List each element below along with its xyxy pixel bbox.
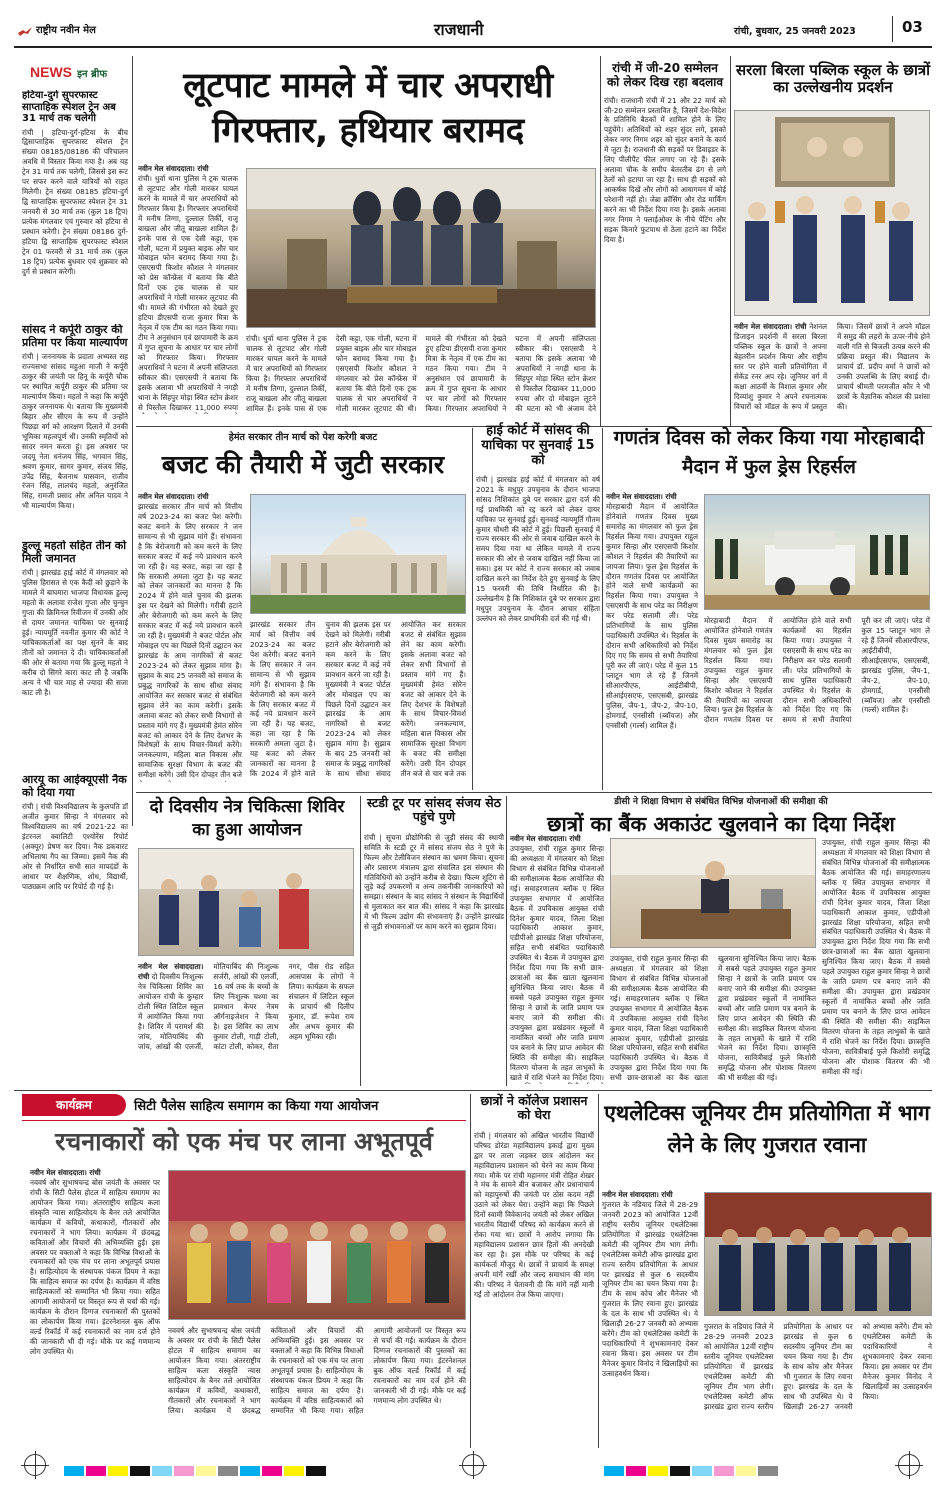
college-headline: छात्रों ने कॉलेज प्रशासन को घेरा (480, 1093, 588, 1123)
byline: नवीन मेल संवाददाता। रांची (510, 834, 581, 843)
hc-body: रांची | झारखंड हाई कोर्ट में मंगलवार को वर्ष 2021 के मधुपुर उपचुनाव के दौरान भाजपा सांसद निशिकांत दुबे पर सरकार द्वारा दर्ज की गई प्राथमिकी को रद्द करने को लेकर दायर याचिका पर सुनवाई हुई। सुनवाई न्यायमूर्ति गौतम कुमार चौधरी की कोर्ट में हुई। पिछली सुनवाई में राज्य सरकार की ओर से जवाब दाखिल करने के समय दिया गया था लेकिन मामले में राज्य सरकार की ओर से जवाब दाखिल नहीं किया जा सका। इस पर कोर्ट ने राज्य सरकार को जवाब दाखिल करने का निर्देश देते हुए सुनवाई के लिए 15 फरवरी की तिथि निर्धारित की है। उल्लेखनीय है कि निशिकांत दुबे पर सरकार द्वारा मधुपुर उपचुनाव के दौरान आचार संहिता उल्लंघन को लेकर प्राथमिकी दर्ज की गई थी। (476, 474, 600, 623)
brief-body: रांची | हटिया-दुर्ग-हटिया के बीच द्विसाप्ताहिक सुपरफास्ट स्पेशल ट्रेन संख्या 08185/08186 की परिचालन अवधि में विस्तार किया गया है। अब यह ट्रेन 31 मार्च तक चलेगी, जिससे इस रूट पर सफर करने वाले यात्रियों को राहत मिलेगी। ट्रेन संख्या 08185 हटिया-दुर्ग द्वि साप्ताहिक सुपरफास्ट स्पेशल ट्रेन 31 जनवरी से 30 मार्च तक (कुल 18 ट्रिप) प्रत्येक मंगलवार एवं गुरुवार को हटिया से प्रस्थान करेगी। ट्रेन संख्या 08186 दुर्ग-हटिया द्वि साप्ताहिक सुपरफास्ट स्पेशल ट्रेन 01 फरवरी से 31 मार्च तक (कुल 18 ट्रिप) प्रत्येक बुधवार एवं शुक्रवार को दुर्ग से प्रस्थान करेगी। (22, 127, 128, 276)
athletics-text: गुजरात के नडियाद जिले में 28-29 जनवरी 2023 को आयोजित 12वीं राष्ट्रीय स्तरीय जूनियर एथलेटिक्स प्रतियोगिता में झारखंड एथलेटिक्स कमेटी की जूनियर टीम भाग लेगी। एथलेटिक्स कमेटी ऑफ झारखंड द्वारा राज्य स्तरीय प्रतियोगिता के आधार पर झारखंड से कुल 6 सदस्यीय जूनियर टीम का चयन किया गया है। टीम के साथ कोच और मैनेजर भी गुजरात के लिए रवाना हुए। झारखंड के दल के साथ भी उपस्थित थे। ये खिलाड़ी 26-27 जनवरी को अभ्यास करेंगे। टीम को एथलेटिक्स कमेटी के पदाधिकारियों ने शुभकामनाएं देकर रवाना किया। इस अवसर पर टीम मैनेजर कुमार विनोद ने खिलाड़ियों का उत्साहवर्धन किया। (602, 1199, 698, 1378)
budget-story (138, 430, 468, 790)
karyakram-kicker: सिटी पैलेस साहित्य समागम का किया गया आयोजन (134, 1099, 379, 1114)
color-swatches (64, 1461, 328, 1480)
eye-story (138, 796, 356, 1086)
athletics-text-cont: गुजरात के नडियाद जिले में 28-29 जनवरी 2023 को आयोजित 12वीं राष्ट्रीय स्तरीय जूनियर एथलेटिक्स प्रतियोगिता में झारखंड एथलेटिक्स कमेटी की जूनियर टीम भाग लेगी। एथलेटिक्स कमेटी ऑफ झारखंड द्वारा राज्य स्तरीय प्रतियोगिता के आधार पर झारखंड से कुल 6 सदस्यीय जूनियर टीम का चयन किया गया है। टीम के साथ कोच और मैनेजर भी गुजरात के लिए रवाना हुए। झारखंड के दल के साथ भी उपस्थित थे। ये खिलाड़ी 26-27 जनवरी को अभ्यास करेंगे। टीम को एथलेटिक्स कमेटी के पदाधिकारियों ने शुभकामनाएं देकर रवाना किया। इस अवसर पर टीम मैनेजर कुमार विनोद ने खिलाड़ियों का उत्साहवर्धन किया। (704, 1322, 932, 1411)
registration-mark-icon (898, 1454, 920, 1476)
bank-body-left (510, 834, 604, 1084)
bank-body-right (822, 838, 930, 1084)
news-tag: NEWS (30, 64, 72, 80)
lead-body (138, 164, 238, 414)
arrest-photo (246, 168, 596, 328)
lead-story (138, 64, 598, 414)
athletes-photo (704, 1192, 932, 1316)
brief-title: सांसद ने कर्पूरी ठाकुर की प्रतिमा पर किया माल्यार्पण (22, 324, 128, 349)
bank-story (510, 794, 932, 1086)
bank-kicker: डीसी ने शिक्षा विभाग से संबंधित विभिन्न योजनाओं की समीक्षा की (614, 797, 828, 807)
lead-headline: लूटपाट मामले में चार अपराधी गिरफ्तार, हथियार बरामद (183, 66, 553, 151)
brief-item (22, 774, 128, 994)
brief-body: रांची | रांची विश्वविद्यालय के कुलपति डॉ अजीत कुमार सिन्हा ने मंगलवार को विश्वविद्यालय का वर्ष 2021-22 का इंटरनल क्वालिटी एश्योरेंस रिपोर्ट (अक्यूर) प्रेषण कर दिया। नैक डकवारट अभिलाषा गैप का जिम्मा। इसमें नैक की ओर से निर्धारित सभी सात मापदंडों के आधार पर शैक्षणिक, शोध, विद्यार्थी, पाठ्यक्रम आदि पर रिपोर्ट दी गई है। (22, 802, 128, 891)
eye-camp-photo (138, 848, 354, 956)
karyakram-story (22, 1094, 466, 1448)
g20-headline: रांची में जी-20 सम्मेलन को लेकर दिख रहा बदलाव (606, 61, 724, 89)
dateline: रांची, बुधवार, 25 जनवरी 2023 (734, 26, 856, 37)
budget-body-left (138, 492, 242, 782)
sarla-headline: सरला बिरला पब्लिक स्कूल के छात्रों का उल्लेखनीय प्रदर्शन (736, 61, 930, 97)
brief-item (22, 90, 128, 320)
students-photo (734, 110, 930, 316)
section-tag (22, 1094, 126, 1116)
brief-title: डुल्लू महतो सहित तीन को मिली जमानत (22, 540, 127, 565)
brief-title: आरयू का आईक्यूएसी नैक को दिया गया (22, 774, 127, 799)
section-title: राजधानी (434, 20, 484, 39)
budget-text-cont: झारखंड सरकार तीन मार्च को वित्तीय वर्ष 2023-24 का बजट पेश करेगी। बजट बनाने के लिए सरकार ने जन सामान्य से भी सुझाव मांगे हैं। संभावना है कि बेरोजगारी को कम करने के लिए सरकार बजट में कई नये प्रावधान करने जा रही है। यह बजट, कहा जा रहा है कि सरकारी अमला जुटा है। यह बजट को लेकर जानकारों का मानना है कि 2024 में होने वाले चुनाव की झलक इस पर देखने को मिलेगी। गरीबी हटाने और बेरोजगारी को कम करने के लिए सरकार बजट में कई नये प्रावधान करने जा रही है। मुख्यमंत्री ने बजट पोर्टल और मोबाइल एप का पिछले दिनों उद्घाटन कर झारखंड के आम नागरिकों से बजट 2023-24 को लेकर सुझाव मांगा है। सुझाव के बाद 25 जनवरी को समाज के प्रबुद्ध नागरिकों के साथ सीधा संवाद आयोजित कर सरकार बजट से संबंधित सुझाव लेने का काम करेगी। इसके अलावा बजट को लेकर सभी विभागों से प्रस्ताव मांगे गए हैं। मुख्यमंत्री हेमंत सोरेन बजट को आकार देने के लिए देशभर के विशेषज्ञों के साथ विचार-विमर्श करेंगे। जनकल्याण, महिला बाल विकास और सामाजिक सुरक्षा विभाग के बजट की समीक्षा करेंगे। उसी दिन दोपहर तीन बजे से चार बजे तक (250, 620, 466, 779)
bank-text-right: उपायुक्त, रांची राहुल कुमार सिन्हा की अध्यक्षता में मंगलवार को शिक्षा विभाग से संबंधित विभिन्न योजनाओं की समीक्षात्मक बैठक आयोजित की गई। समाहरणालय ब्लॉक ए स्थित उपायुक्त सभागार में आयोजित बैठक में उपविकास आयुक्त रांची दिनेश कुमार यादव, जिला शिक्षा पदाधिकारी आकाश कुमार, एडीपीओ झारखंड शिक्षा परियोजना, सहित सभी संबंधित पदाधिकारी उपस्थित थे। बैठक में उपायुक्त द्वारा निर्देश दिया गया कि सभी छात्र-छात्राओं का बैंक खाता खुलवाना सुनिश्चित किया जाए। बैठक में सबसे पहले उपायुक्त राहुल कुमार सिन्हा ने छात्रों के जाति प्रमाण पत्र बनाए जाने की समीक्षा की। उपायुक्त द्वारा प्रखंडवार स्कूलों में नामांकित बच्चों और जाति प्रमाण पत्र बनाने के लिए प्राप्त आवेदन की स्थिति की समीक्षा की। साइकिल वितरण योजना के तहत लाभुकों के खाते में राशि भेजने का निर्देश दिया। छात्रवृत्ति योजना, सावित्रीबाई फुले किशोरी समृद्धि योजना और पोशाक वितरण की भी समीक्षा की गई। (822, 838, 930, 1076)
budget-body-cont (250, 620, 466, 784)
athletics-headline: एथलेटिक्स जूनियर टीम प्रतियोगिता में भाग लेने के लिए गुजरात रवाना (604, 1101, 930, 1157)
news-in-brief-label (30, 62, 107, 81)
karyakram-body-cont (168, 1326, 466, 1446)
budget-headline: बजट की तैयारी में जुटी सरकार (161, 450, 445, 479)
brief-body: रांची | झारखंड हाई कोर्ट में मंगलवार को पुलिस हिरासत से एक कैदी को छुड़ाने के मामले में बाघमारा भाजपा विधायक डुल्लू महतो के अलावा राजेश गुप्ता और चुन्चुन गुप्ता की क्रिमिनल रिवीजन में उनकी ओर से दायर जमानत याचिका पर सुनवाई हुई। न्यायमूर्ति नवनीत कुमार की कोर्ट ने याचिकाकर्ताओं का पक्ष सुनने के बाद तीनों को जमानत दे दी। याचिकाकर्ताओं की ओर से बताया गया कि डुल्लू महतो ने करीब दो सिगरे कारा काट ली है जबकि अन्य ने भी चार माह से ज्यादा की सजा काट ली है। (22, 568, 128, 697)
brief-title: हटिया-दुर्ग सुपरफास्ट साप्ताहिक स्पेशल ट्रेन अब 31 मार्च तक चलेगी (22, 90, 116, 124)
bank-body-cont (610, 954, 816, 1084)
assembly-photo (250, 494, 466, 614)
literary-event-photo (168, 1170, 466, 1320)
byline: नवीन मेल संवाददाता। रांची (602, 1190, 673, 1199)
republic-headline: गणतंत्र दिवस को लेकर किया गया मोरहाबादी मैदान में फुल ड्रेस रिहर्सल (613, 427, 925, 478)
republic-text-cont: मोरहाबादी मैदान में आयोजित होनेवाले गणतंत्र दिवस मुख्य समारोह का मंगलवार को फुल ड्रेस रिहर्सल किया गया। उपायुक्त राहुल कुमार सिन्हा और एसएसपी किशोर कौशल ने रिहर्सल की तैयारियों का जायजा लिया। फुल ड्रेस रिहर्सल के दौरान गणतंत्र दिवस पर आयोजित होने वाले सभी कार्यक्रमों का रिहर्सल किया गया। उपायुक्त ने एसएसपी के साथ परेड का निरीक्षण कर परेड सलामी ली। परेड प्रतिभागियों के साथ पुलिस पदाधिकारी उपस्थित थे। रिहर्सल के दौरान सभी अधिकारियों को निर्देश दिए गए कि समय से सभी तैयारियां पूरी कर ली जाएं। परेड में कुल 15 प्लाटून भाग ले रहे हैं जिनमें सीआरपीएफ, आईटीबीपी, सीआईएसएफ, एसएसबी, झारखंड पुलिस, जैप-1, जैप-2, जैप-10, होमगार्ड, एनसीसी (ब्वॉयज) और एनसीसी (गर्ल्स) शामिल हैं। (704, 616, 930, 725)
lead-body-cont (246, 334, 596, 414)
color-swatches (604, 1461, 780, 1480)
sarla-story (734, 62, 932, 422)
republic-story (606, 424, 932, 790)
college-body: रांची | मंगलवार को अखिल भारतीय विद्यार्थी परिषद डोरंडा महाविद्यालय इकाई द्वारा मुख्य द्वार पर ताला जड़कर छात्र आंदोलन कर महाविद्यालय प्रशासन को घेरने का काम किया गया। मौके पर रांची महानगर मंत्री रोहित शेखर ने मंच के सामने बीन बजाकर और प्रधानाचार्य को महापुरुषों की जयंती पर ठोस कदम नहीं उठाने को लेकर घेरा। उन्होंने कहा कि पिछले दिनों स्वामी विवेकानंद जयंती को लेकर अखिल भारतीय विद्यार्थी परिषद को कार्यक्रम करने से रोका गया था। छात्रों ने आरोप लगाया कि महाविद्यालय प्रशासन छात्र हितों की अनदेखी कर रहा है। इस मौके पर परिषद के कई कार्यकर्ता मौजूद थे। छात्रों ने प्राचार्य के समक्ष अपनी मांगें रखीं और जल्द समाधान की मांग की। परिषद ने चेतावनी दी कि मांगें नहीं मानी गईं तो आंदोलन तेज किया जाएगा। (474, 1130, 594, 1299)
karyakram-body-left (30, 1168, 160, 1448)
parade-photo (704, 494, 930, 610)
bank-text-cont: उपायुक्त, रांची राहुल कुमार सिन्हा की अध्यक्षता में मंगलवार को शिक्षा विभाग से संबंधित विभिन्न योजनाओं की समीक्षात्मक बैठक आयोजित की गई। समाहरणालय ब्लॉक ए स्थित उपायुक्त सभागार में आयोजित बैठक में उपविकास आयुक्त रांची दिनेश कुमार यादव, जिला शिक्षा पदाधिकारी आकाश कुमार, एडीपीओ झारखंड शिक्षा परियोजना, सहित सभी संबंधित पदाधिकारी उपस्थित थे। बैठक में उपायुक्त द्वारा निर्देश दिया गया कि सभी छात्र-छात्राओं का बैंक खाता खुलवाना सुनिश्चित किया जाए। बैठक में सबसे पहले उपायुक्त राहुल कुमार सिन्हा ने छात्रों के जाति प्रमाण पत्र बनाए जाने की समीक्षा की। उपायुक्त द्वारा प्रखंडवार स्कूलों में नामांकित बच्चों और जाति प्रमाण पत्र बनाने के लिए प्राप्त आवेदन की स्थिति की समीक्षा की। साइकिल वितरण योजना के तहत लाभुकों के खाते में राशि भेजने का निर्देश दिया। छात्रवृत्ति योजना, सावित्रीबाई फुले किशोरी समृद्धि योजना और पोशाक वितरण की भी समीक्षा की गई। (610, 954, 816, 1083)
athletics-body-cont (704, 1322, 932, 1446)
lead-text: रांची। धुर्वा थाना पुलिस ने ट्रक चालक से लूटपाट और गोली मारकर घायल करने के मामले में चार अपराधियों को गिरफ्तार किया है। गिरफ्तार अपराधियों में मनीष तिग्गा, दुल्लाल तिर्की, राजू बाखला और जीतू बाखला शामिल हैं। इनके पास से एक देसी कट्टा, एक गोली, घटना में प्रयुक्त बाइक और चार मोबाइल फोन बरामद किया गया है। एसएसपी किशोर कौशल ने मंगलवार को प्रेस कॉन्फ्रेंस में बताया कि बीते दिनों एक ट्रक चालक से चार अपराधियों ने गोली मारकर लूटपाट की थी। मामले की गंभीरता को देखते हुए हटिया डीएसपी राजा कुमार मित्रा के नेतृत्व में एक टीम का गठन किया गया। टीम ने अनुसंधान एवं छापामारी के क्रम में गुप्त सूचना के आधार पर चार लोगों को गिरफ्तार किया। गिरफ्तार अपराधियों ने घटना में अपनी संलिप्तता स्वीकार की। एसएसपी ने बताया कि इसके अलावा भी अपराधियों ने नगड़ी थाना के सिंहपुर मोड़ा स्थित स्टोन क्रेशर से पिस्तौल दिखाकर 11,000 रुपया (138, 173, 238, 412)
brief-column (22, 90, 128, 1160)
brief-item (22, 540, 128, 770)
paper-name: राष्ट्रीय नवीन मेल (36, 25, 96, 36)
byline: नवीन मेल संवाददाता। रांची (606, 492, 677, 501)
athletics-body-left (602, 1190, 698, 1446)
bank-headline: छात्रों का बैंक अकाउंट खुलवाने का दिया निर्देश (547, 812, 895, 836)
pune-body: रांची | सूचना प्रौद्योगिकी से जुड़ी संसद की स्थायी समिति के स्टडी टूर में सांसद संजय सेठ ने पुणे के फिल्म और टेलीविजन संस्थान का भ्रमण किया। सूचना और प्रसारण मंत्रालय द्वारा संचालित इस संस्थान की गतिविधियों को उन्होंने करीब से देखा। फिल्म शूटिंग से जुड़े कई उपकरणों व अन्य तकनीकी जानकारियों को समझा। संस्थान के बाद सांसद ने संस्थान के विद्यार्थियों से मुलाकात कर बात की। सांसद ने कहा कि झारखंड में भी फिल्म उद्योग की संभावनाएं हैं। उन्होंने झारखंड से जुड़ी संभावनाओं पर काम करने का सुझाव दिया। (364, 832, 504, 932)
republic-body-cont (704, 616, 930, 786)
brief-body: रांची | जननायक के प्रदाता अभ्यस्त सह राज्यसभा सांसद महुआ माजी ने कर्पूरी ठाकुर की जयंती पर हिनू के कर्पूरी चौक पर स्थापित कर्पूरी ठाकुर की प्रतिमा पर माल्यार्पण किया। महतो ने कहा कि कर्पूरी ठाकुर जननायक थे। बताया कि मुख्यमंत्री बिहार और सीएम के रूप में उन्होंने पिछड़ा वर्ग को आरक्षण दिलाने में उनकी भूमिका महत्वपूर्ण थी। उनकी स्मृतियों को सादर नमन करता हूं। इस अवसर पर जदयू नेता धनंजय सिंह, भगवान सिंह, श्रवण कुमार, सागर कुमार, संजय सिंह, उपेंद्र सिंह, बैजनाथ पासवान, राजीव रंजन सिंह, लालचंद महतो, अनुरंजित सिंह, रामजी प्रसाद और अनिल यादव ने भी माल्यार्पण किया। (22, 352, 128, 511)
bird-logo-icon (18, 22, 32, 32)
eye-headline: दो दिवसीय नेत्र चिकित्सा शिविर का हुआ आयोजन (149, 797, 345, 840)
lead-text-cont: रांची। धुर्वा थाना पुलिस ने ट्रक चालक से लूटपाट और गोली मारकर घायल करने के मामले में चार अपराधियों को गिरफ्तार किया है। गिरफ्तार अपराधियों में मनीष तिग्गा, दुल्लाल तिर्की, राजू बाखला और जीतू बाखला शामिल हैं। इनके पास से एक देसी कट्टा, एक गोली, घटना में प्रयुक्त बाइक और चार मोबाइल फोन बरामद किया गया है। एसएसपी किशोर कौशल ने मंगलवार को प्रेस कॉन्फ्रेंस में बताया कि बीते दिनों एक ट्रक चालक से चार अपराधियों ने गोली मारकर लूटपाट की थी। मामले की गंभीरता को देखते हुए हटिया डीएसपी राजा कुमार मित्रा के नेतृत्व में एक टीम का गठन किया गया। टीम ने अनुसंधान एवं छापामारी के क्रम में गुप्त सूचना के आधार पर चार लोगों को गिरफ्तार किया। गिरफ्तार अपराधियों ने घटना में अपनी संलिप्तता स्वीकार की। एसएसपी ने बताया कि इसके अलावा भी अपराधियों ने नगड़ी थाना के सिंहपुर मोड़ा स्थित स्टोन क्रेशर से पिस्तौल दिखाकर 11,000 रुपया और दो मोबाइल लूटने की घटना को भी अंजाम देने (246, 334, 596, 413)
byline: नवीन मेल संवाददाता। रांची (138, 962, 204, 981)
registration-mark-icon (24, 1454, 46, 1476)
budget-text: झारखंड सरकार तीन मार्च को वित्तीय वर्ष 2023-24 का बजट पेश करेगी। बजट बनाने के लिए सरकार ने जन सामान्य से भी सुझाव मांगे हैं। संभावना है कि बेरोजगारी को कम करने के लिए सरकार बजट में कई नये प्रावधान करने जा रही है। यह बजट, कहा जा रहा है कि सरकारी अमला जुटा है। यह बजट को लेकर जानकारों का मानना है कि 2024 में होने वाले चुनाव की झलक इस पर देखने को मिलेगी। गरीबी हटाने और बेरोजगारी को कम करने के लिए सरकार बजट में कई नये प्रावधान करने जा रही है। मुख्यमंत्री ने बजट पोर्टल और मोबाइल एप का पिछले दिनों उद्घाटन कर झारखंड के आम नागरिकों से बजट 2023-24 को लेकर सुझाव मांगा है। सुझाव के बाद 25 जनवरी को समाज के प्रबुद्ध नागरिकों के साथ सीधा संवाद आयोजित कर सरकार बजट से संबंधित सुझाव लेने का काम करेगी। इसके अलावा बजट को लेकर सभी विभागों से प्रस्ताव मांगे गए हैं। मुख्यमंत्री हेमंत सोरेन बजट को आकार देने के लिए देशभर के विशेषज्ञों के साथ विचार-विमर्श करेंगे। जनकल्याण, महिला बाल विकास और सामाजिक सुरक्षा विभाग के बजट की समीक्षा करेंगे। उसी दिन दोपहर तीन बजे (138, 501, 242, 780)
bank-text: उपायुक्त, रांची राहुल कुमार सिन्हा की अध्यक्षता में मंगलवार को शिक्षा विभाग से संबंधित विभिन्न योजनाओं की समीक्षात्मक बैठक आयोजित की गई। समाहरणालय ब्लॉक ए स्थित उपायुक्त सभागार में आयोजित बैठक में उपविकास आयुक्त रांची दिनेश कुमार यादव, जिला शिक्षा पदाधिकारी आकाश कुमार, एडीपीओ झारखंड शिक्षा परियोजना, सहित सभी संबंधित पदाधिकारी उपस्थित थे। बैठक में उपायुक्त द्वारा निर्देश दिया गया कि सभी छात्र-छात्राओं का बैंक खाता खुलवाना सुनिश्चित किया जाए। बैठक में सबसे पहले उपायुक्त राहुल कुमार सिन्हा ने छात्रों के जाति प्रमाण पत्र बनाए जाने की समीक्षा की। उपायुक्त द्वारा प्रखंडवार स्कूलों में नामांकित बच्चों और जाति प्रमाण पत्र बनाने के लिए प्राप्त आवेदन की स्थिति की समीक्षा की। साइकिल वितरण योजना के तहत लाभुकों के खाते में राशि भेजने का निर्देश दिया। (510, 843, 604, 1082)
registration-mark-icon (462, 1454, 484, 1476)
hc-story (476, 424, 600, 790)
masthead (14, 14, 932, 46)
eye-text: दो दिवसीय निःशुल्क नेत्र चिकित्सा शिविर का आयोजन रांची के कुम्हार टोली स्थित लिटिल स्कूल में आयोजित किया गया है। शिविर में परामर्श की जांच, मोतियाबिंद की जांच, आंखों की एलर्जी, मोतियाबिंद की निःशुल्क सर्जरी, आंखों की एलर्जी, 16 वर्ष तक के बच्चों के लिए निःशुल्क चश्मा का प्रावधान केयर नेत्रम ऑर्गनाइजेशन ने किया है। इस शिविर का लाभ कुमार टोली, गाड़ी टोली, कांटा टोली, कोकर, रीता नगर, पीस रोड सहित आसपास के लोगों ने लिया। कार्यक्रम के सफल संचालन में लिटिल स्कूल के प्राचार्य श्री दिलीप कुमार, डॉ. रूपेश राय और अभय कुमार की अहम भूमिका रही। (138, 962, 354, 1051)
byline: नवीन मेल संवाददाता। रांची (30, 1168, 101, 1177)
g20-story (604, 62, 726, 422)
karyakram-text-cont: नववर्ष और सुभाषचन्द्र बोस जयंती के अवसर पर रांची के सिटी पैलेस होटल में साहित्य समागम का आयोजन किया गया। अंतरराष्ट्रीय साहित्य कला संस्कृति न्यास साहित्योदय के बैनर तले आयोजित कार्यक्रम में कवियों, कथाकारों, गीतकारों और रचनाकारों ने भाग लिया। कार्यक्रम में छंदबद्ध कविताओं और विचारों की अभिव्यक्ति हुई। इस अवसर पर वक्ताओं ने कहा कि विभिन्न विधाओं के रचनाकारों को एक मंच पर लाना अभूतपूर्व प्रयास है। साहित्योदय के संस्थापक पंकज प्रियम ने कहा कि साहित्य समाज का दर्पण है। कार्यक्रम में वरिष्ठ साहित्यकारों को सम्मानित भी किया गया। सहित आगामी आयोजनों पर विस्तृत रूप से चर्चा की गई। कार्यक्रम के दौरान दिग्गज रचनाकारों की पुस्तकों का लोकार्पण किया गया। इंटरनेशनल बुक ऑफ वर्ल्ड रिकॉर्ड में कई रचनाकारों का नाम दर्ज होने की जानकारी भी दी गई। मौके पर कई गणमान्य लोग उपस्थित थे। (168, 1326, 466, 1415)
budget-kicker: हेमंत सरकार तीन मार्च को पेश करेगी बजट (228, 432, 378, 443)
karyakram-text: नववर्ष और सुभाषचन्द्र बोस जयंती के अवसर पर रांची के सिटी पैलेस होटल में साहित्य समागम का आयोजन किया गया। अंतरराष्ट्रीय साहित्य कला संस्कृति न्यास साहित्योदय के बैनर तले आयोजित कार्यक्रम में कवियों, कथाकारों, गीतकारों और रचनाकारों ने भाग लिया। कार्यक्रम में छंदबद्ध कविताओं और विचारों की अभिव्यक्ति हुई। इस अवसर पर वक्ताओं ने कहा कि विभिन्न विधाओं के रचनाकारों को एक मंच पर लाना अभूतपूर्व प्रयास है। साहित्योदय के संस्थापक पंकज प्रियम ने कहा कि साहित्य समाज का दर्पण है। कार्यक्रम में वरिष्ठ साहित्यकारों को सम्मानित भी किया गया। सहित आगामी आयोजनों पर विस्तृत रूप से चर्चा की गई। कार्यक्रम के दौरान दिग्गज रचनाकारों की पुस्तकों का लोकार्पण किया गया। इंटरनेशनल बुक ऑफ वर्ल्ड रिकॉर्ड में कई रचनाकारों का नाम दर्ज होने की जानकारी भी दी गई। मौके पर कई गणमान्य लोग उपस्थित थे। (30, 1177, 160, 1356)
brief-item (22, 324, 128, 536)
dc-meeting-photo (610, 838, 816, 948)
byline: नवीन मेल संवाददाता। रांची (138, 492, 209, 501)
republic-body-left (606, 492, 698, 788)
section-tag-label: कार्यक्रम (56, 1098, 92, 1112)
byline: नवीन मेल संवाददाता। रांची (138, 164, 209, 173)
karyakram-headline: रचनाकारों को एक मंच पर लाना अभूतपूर्व (55, 1127, 433, 1156)
pune-headline: स्टडी टूर पर सांसद संजय सेठ पहुंचे पुणे (367, 795, 501, 825)
eye-body (138, 962, 354, 1082)
college-story (474, 1094, 594, 1448)
byline: नवीन मेल संवाददाता। रांची (734, 322, 807, 331)
pune-story (364, 796, 504, 1086)
hc-headline: हाई कोर्ट में सांसद की याचिका पर सुनवाई 15 को (481, 423, 595, 468)
athletics-story (602, 1098, 932, 1448)
color-registration-bar (24, 1454, 924, 1478)
sarla-body (734, 322, 930, 422)
sarla-text: नेशनल डिजाइन प्रदर्शनी में सरला बिरला पब्लिक स्कूल के छात्रों ने अपना बेहतरीन प्रदर्शन किया और राष्ट्रीय स्तर पर होने वाली प्रतियोगिता में सेकेंड रनर अप रहे। जूनियर वर्ग में कक्षा आठवीं के विशाल कुमार और दिव्यांशु कुमार ने अपने रचनात्मक विचारों को मॉडल के रूप में प्रस्तुत किया। जिसमें छात्रों ने अपने मॉडल में समुद्र की लहरों के ऊपर-नीचे होने वाली गति से बिजली उत्पन्न करने की प्रक्रिया प्रस्तुत की। विद्यालय के प्राचार्य डॉ. प्रदीप वर्मा ने छात्रों को उनकी उपलब्धि के लिए बधाई दी। प्राचार्य श्रीमती परमजीत कौर ने भी छात्रों के वैज्ञानिक कौशल की प्रशंसा की। (734, 322, 930, 411)
g20-body: रांची। राजधानी रांची में 21 और 22 मार्च को जी-20 सम्मेलन प्रस्तावित है, जिसमें देश-विदेश के प्रतिनिधि बैठकों में शामिल होने के लिए पहुंचेंगे। अतिथियों को शहर सुंदर लगे, इसको लेकर नगर निगम शहर को सुंदर बनाने के कार्य में जुटा है। राजधानी की सड़कों पर डिवाइडर के लिए पीलीपैंट फील लगाए जा रहे हैं। इसके अलावा चौक के समीप बेतरतीब ढंग से लगे ठेलों को हटाया जा रहा है। साथ ही सड़कों को आकर्षक दिखें और लोगों को आवागमन में कोई परेशानी नहीं हो। जेब्रा क्रॉसिंग और रोड मार्किंग करने का भी निर्देश दिया गया है। इसके अलावा नगर निगम ने फ्लाईओवर के नीचे पेंटिंग और सड़क किनारे फुटपाथ से ठेला हटाने का निर्देश दिया है। (604, 95, 726, 244)
page-number: 03 (902, 18, 923, 36)
republic-text: मोरहाबादी मैदान में आयोजित होनेवाले गणतंत्र दिवस मुख्य समारोह का मंगलवार को फुल ड्रेस रिहर्सल किया गया। उपायुक्त राहुल कुमार सिन्हा और एसएसपी किशोर कौशल ने रिहर्सल की तैयारियों का जायजा लिया। फुल ड्रेस रिहर्सल के दौरान गणतंत्र दिवस पर आयोजित होने वाले सभी कार्यक्रमों का रिहर्सल किया गया। उपायुक्त ने एसएसपी के साथ परेड का निरीक्षण कर परेड सलामी ली। परेड प्रतिभागियों के साथ पुलिस पदाधिकारी उपस्थित थे। रिहर्सल के दौरान सभी अधिकारियों को निर्देश दिए गए कि समय से सभी तैयारियां पूरी कर ली जाएं। परेड में कुल 15 प्लाटून भाग ले रहे हैं जिनमें सीआरपीएफ, आईटीबीपी, सीआईएसएफ, एसएसबी, झारखंड पुलिस, जैप-1, जैप-2, जैप-10, होमगार्ड, एनसीसी (ब्वॉयज) और एनसीसी (गर्ल्स) शामिल हैं। (606, 501, 698, 730)
brief-tag: इन ब्रीफ (77, 69, 108, 80)
